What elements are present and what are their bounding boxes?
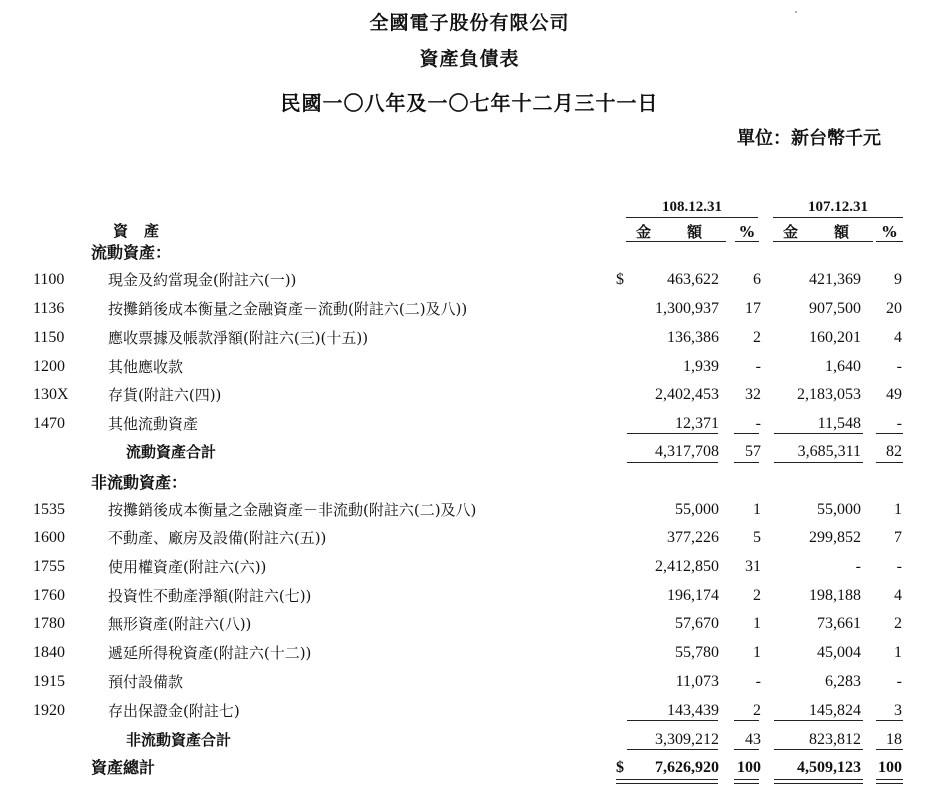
amount-107: 299,852 <box>809 529 861 546</box>
percent-107: - <box>896 558 902 575</box>
percent-107: 1 <box>894 644 902 661</box>
percent-108: 57 <box>745 443 761 460</box>
amount-107: 198,188 <box>809 587 861 604</box>
percent-108: 43 <box>745 731 761 748</box>
account-code: 1755 <box>33 558 65 575</box>
account-code: 1150 <box>33 329 65 346</box>
underline-rule <box>774 720 863 721</box>
amount-108: 55,000 <box>675 501 719 518</box>
scan-speck <box>795 11 797 13</box>
table-row <box>0 299 939 323</box>
account-label: 應收票據及帳款淨額(附註六(三)(十五)) <box>108 329 369 347</box>
amount-107: 160,201 <box>809 329 861 346</box>
percent-107: - <box>896 673 902 690</box>
underline-rule <box>876 462 903 463</box>
percent-107: 9 <box>894 271 902 288</box>
table-row <box>0 270 939 294</box>
non-current-assets-total-row <box>0 730 939 754</box>
amount-107: 1,640 <box>825 358 861 375</box>
amount-107: 421,369 <box>809 271 861 288</box>
percent-107: 3 <box>894 702 902 719</box>
period-header-107: 107.12.31 <box>773 199 903 218</box>
amount-108: 143,439 <box>667 702 719 719</box>
amount-108: 1,939 <box>683 358 719 375</box>
percent-header-107: % <box>876 224 903 242</box>
account-label: 按攤銷後成本衡量之金融資產－非流動(附註六(二)及八) <box>108 501 477 519</box>
percent-107: - <box>896 415 902 432</box>
underline-rule <box>627 720 718 721</box>
amount-107: 907,500 <box>809 300 861 317</box>
amount-107: 823,812 <box>809 731 861 748</box>
table-row <box>0 328 939 352</box>
account-label: 存出保證金(附註七) <box>108 702 240 720</box>
underline-rule <box>876 433 903 434</box>
underline-rule <box>774 433 863 434</box>
table-row <box>0 557 939 581</box>
amount-108: 2,412,850 <box>655 558 719 575</box>
underline-rule <box>876 720 903 721</box>
double-underline <box>616 779 718 784</box>
percent-header-108: % <box>735 224 759 242</box>
account-label: 現金及約當現金(附註六(一)) <box>108 271 297 289</box>
underline-rule <box>627 749 718 750</box>
account-label: 其他流動資產 <box>108 415 199 433</box>
percent-107: 20 <box>886 300 902 317</box>
amount-107: 55,000 <box>817 501 861 518</box>
account-code: 1470 <box>33 415 65 432</box>
account-label: 使用權資產(附註六(六)) <box>108 558 267 576</box>
amount-107: - <box>855 558 861 575</box>
underline-rule <box>627 433 718 434</box>
percent-108: 32 <box>745 386 761 403</box>
statement-period: 民國一〇八年及一〇七年十二月三十一日 <box>280 91 659 115</box>
account-label: 遞延所得稅資產(附註六(十二)) <box>108 644 312 662</box>
percent-108: 2 <box>753 702 761 719</box>
percent-107: 49 <box>886 386 902 403</box>
account-label: 無形資產(附註六(八)) <box>108 615 252 633</box>
table-row <box>0 586 939 610</box>
double-underline <box>734 779 759 784</box>
underline-rule <box>734 749 759 750</box>
table-row <box>0 500 939 524</box>
amount-108: 12,371 <box>675 415 719 432</box>
amount-107: 4,509,123 <box>797 759 861 776</box>
account-code: 1920 <box>33 702 65 719</box>
underline-rule <box>734 462 759 463</box>
percent-108: 1 <box>753 644 761 661</box>
table-row <box>0 528 939 552</box>
account-code: 1200 <box>33 358 65 375</box>
percent-107: 4 <box>894 587 902 604</box>
underline-rule <box>734 433 759 434</box>
percent-108: - <box>755 358 761 375</box>
percent-108: 17 <box>745 300 761 317</box>
percent-107: 100 <box>878 759 902 776</box>
percent-108: - <box>755 415 761 432</box>
account-code: 1760 <box>33 587 65 604</box>
period-header-108: 108.12.31 <box>626 199 758 218</box>
amount-108: 1,300,937 <box>655 300 719 317</box>
grand-total-label: 資產總計 <box>91 758 156 777</box>
account-code: 1915 <box>33 673 65 690</box>
underline-rule <box>774 462 863 463</box>
percent-108: 31 <box>745 558 761 575</box>
underline-rule <box>774 749 863 750</box>
amount-107: 3,685,311 <box>797 443 861 460</box>
table-row <box>0 643 939 667</box>
amount-107: 45,004 <box>817 644 861 661</box>
double-underline <box>876 779 903 784</box>
amount-107: 6,283 <box>825 673 861 690</box>
percent-107: 18 <box>886 731 902 748</box>
table-row <box>0 357 939 381</box>
amount-107: 73,661 <box>817 615 861 632</box>
percent-107: 82 <box>886 443 902 460</box>
amount-108: 2,402,453 <box>655 386 719 403</box>
amount-108: 11,073 <box>675 673 719 690</box>
asset-column-heading: 資產 <box>113 222 176 240</box>
account-label: 存貨(附註六(四)) <box>108 386 222 404</box>
percent-108: 6 <box>753 271 761 288</box>
percent-108: 1 <box>753 501 761 518</box>
amount-108: 7,626,920 <box>655 759 719 776</box>
table-row <box>0 414 939 438</box>
underline-rule <box>734 720 759 721</box>
percent-108: 2 <box>753 587 761 604</box>
account-label: 投資性不動產淨額(附註六(七)) <box>108 587 312 605</box>
amount-108: 4,317,708 <box>655 443 719 460</box>
amount-108: 3,309,212 <box>655 731 719 748</box>
account-label: 不動產、廠房及設備(附註六(五)) <box>108 529 327 547</box>
currency-unit: 單位：新台幣千元 <box>737 128 881 149</box>
amount-107: 145,824 <box>809 702 861 719</box>
company-name: 全國電子股份有限公司 <box>369 12 570 34</box>
account-label: 預付設備款 <box>108 673 184 691</box>
table-row <box>0 701 939 725</box>
table-row <box>0 385 939 409</box>
table-row <box>0 614 939 638</box>
account-code: 1100 <box>33 271 65 288</box>
amount-108: 136,386 <box>667 329 719 346</box>
percent-108: 2 <box>753 329 761 346</box>
amount-108: 55,780 <box>675 644 719 661</box>
underline-rule <box>627 462 718 463</box>
account-code: 1780 <box>33 615 65 632</box>
percent-107: 1 <box>894 501 902 518</box>
account-code: 1840 <box>33 644 65 661</box>
double-underline <box>774 779 863 784</box>
percent-107: 2 <box>894 615 902 632</box>
account-code: 1535 <box>33 501 65 518</box>
amount-108: 57,670 <box>675 615 719 632</box>
statement-title: 資產負債表 <box>419 48 520 70</box>
percent-108: 5 <box>753 529 761 546</box>
amount-108: 463,622 <box>667 271 719 288</box>
account-label: 其他應收款 <box>108 358 184 376</box>
total-label: 非流動資產合計 <box>126 731 232 749</box>
amount-108: 377,226 <box>667 529 719 546</box>
account-code: 1600 <box>33 529 65 546</box>
table-row <box>0 672 939 696</box>
percent-107: - <box>896 358 902 375</box>
percent-107: 4 <box>894 329 902 346</box>
underline-rule <box>876 749 903 750</box>
currency-sign: $ <box>616 271 624 288</box>
amount-header-108: 金額 <box>626 224 726 242</box>
percent-108: 100 <box>737 759 761 776</box>
account-label: 按攤銷後成本衡量之金融資產－流動(附註六(二)及八)) <box>108 300 468 318</box>
currency-sign: $ <box>616 759 624 776</box>
percent-108: - <box>755 673 761 690</box>
percent-107: 7 <box>894 529 902 546</box>
total-label: 流動資產合計 <box>126 443 217 461</box>
amount-108: 196,174 <box>667 587 719 604</box>
percent-108: 1 <box>753 615 761 632</box>
amount-107: 2,183,053 <box>797 386 861 403</box>
account-code: 1136 <box>33 300 65 317</box>
amount-107: 11,548 <box>817 415 861 432</box>
section-current-assets: 流動資產： <box>91 243 172 262</box>
account-code: 130X <box>33 386 69 403</box>
amount-header-107: 金額 <box>773 224 873 242</box>
section-non-current-assets: 非流動資產： <box>91 473 188 492</box>
